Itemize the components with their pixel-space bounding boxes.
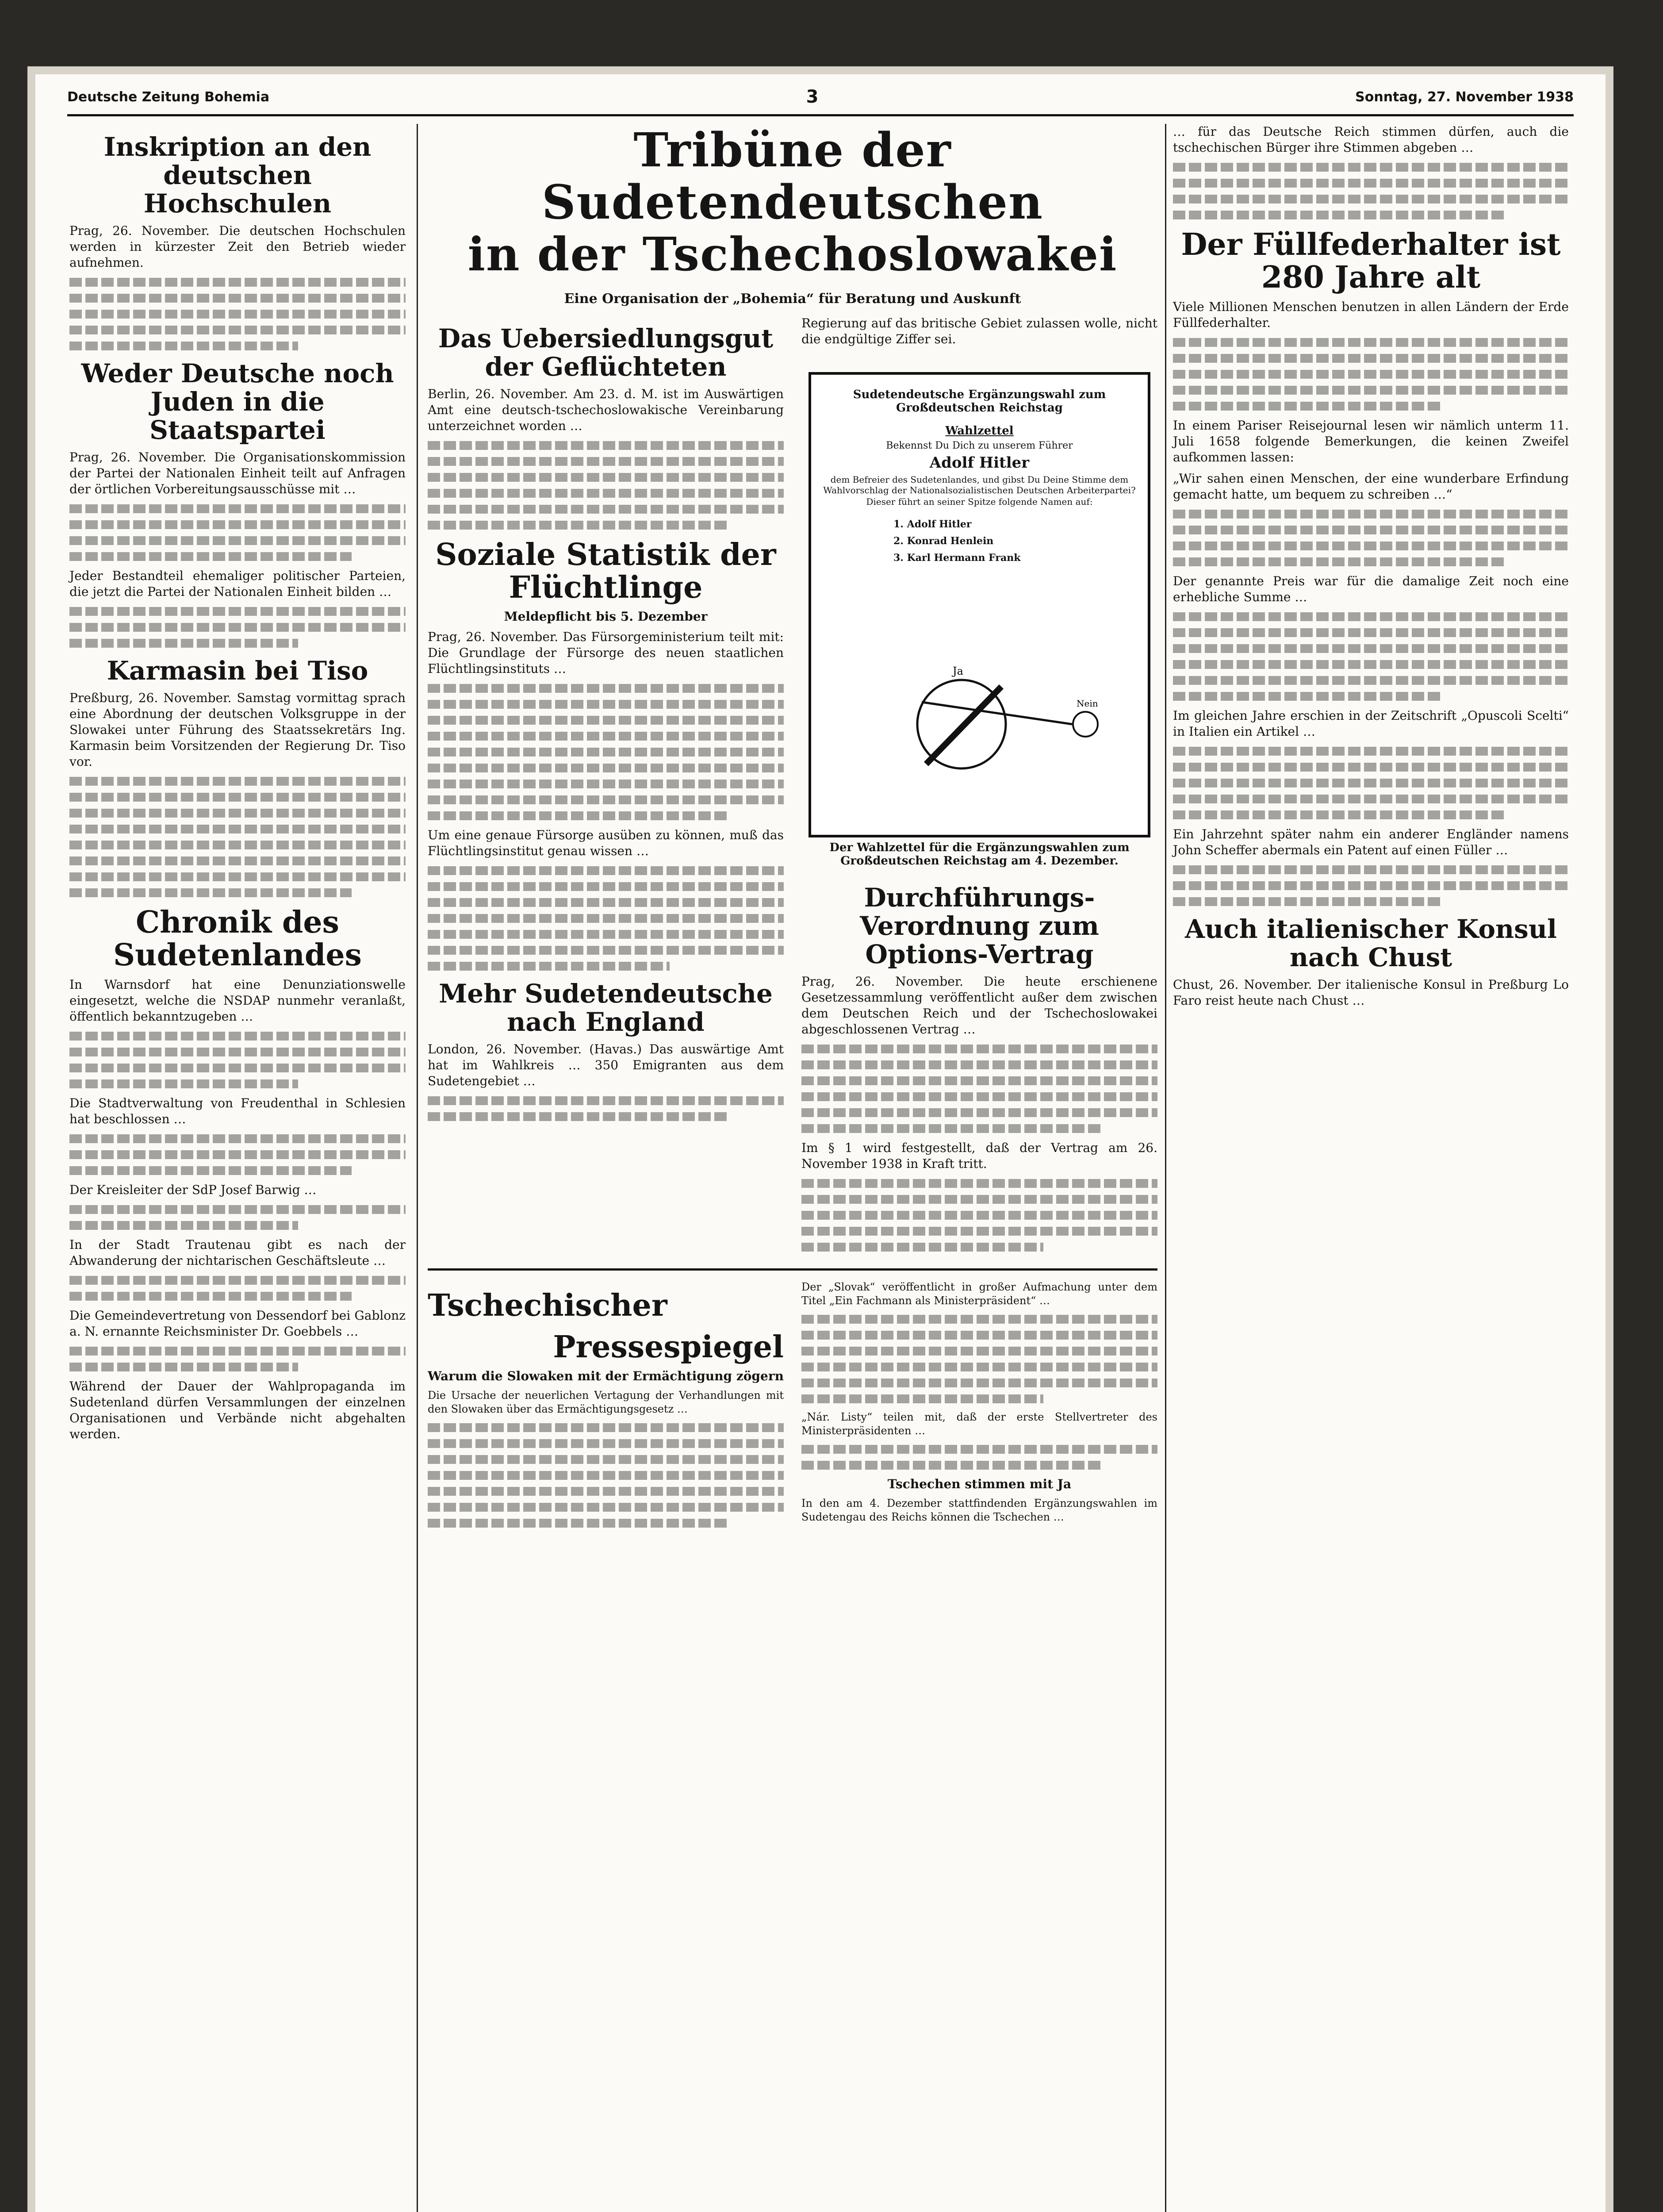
text-line [428,1112,727,1121]
article-text: Der genannte Preis war für die damalige Zeit noch eine erhebliche Summe … [1173,574,1569,604]
text-line [69,326,406,334]
masthead-label: Deutsche Zeitung Bohemia [67,89,270,105]
article-text: In Warnsdorf hat eine Denunziationswelle eingesetzt, welche die NSDAP nunmehr veranlaßt, öffentlich bekanntzugeben … [69,977,406,1024]
text-line [801,1092,1157,1101]
section-rule [428,1268,1157,1271]
text-line [1173,510,1569,518]
text-line [428,866,784,875]
text-line [801,1227,1157,1236]
text-line [1173,386,1569,395]
text-line [1173,179,1569,188]
article-text: Der Kreisleiter der SdP Josef Barwig … [69,1183,317,1197]
page-number: 3 [806,87,819,107]
text-line [428,1096,784,1105]
article-text: Regierung auf das britische Gebiet zulassen wolle, nicht die endgültige Ziffer sei. [801,316,1157,346]
article-subtitle: Warum die Slowaken mit der Ermächtigung zögern [428,1369,784,1383]
headline: Pressespiegel [553,1329,784,1365]
text-line [801,1124,1100,1133]
ballot-candidate: 2. Konrad Henlein [893,535,994,547]
text-line [69,504,406,513]
headline: Karmasin bei Tiso [107,656,368,686]
banner-subtitle: Eine Organisation der „Bohemia“ für Beratung und Auskunft [564,291,1021,307]
text-line [1173,881,1569,890]
text-line [69,1205,406,1214]
text-line [428,441,784,450]
article-text: Preßburg, 26. November. Samstag vormittag sprach eine Abordnung der deutschen Volksgruppe in der Slowakei unter Führung des Staatssekretärs Ing. Karmasin beim Vorsitzenden der Regierung Dr. Tiso vor. [69,691,406,769]
ballot-heading: Sudetendeutsche Ergänzungswahl zum Großdeutschen Reichstag [853,388,1106,415]
ballot-cross-line [922,702,1072,724]
middle-columns [428,315,1157,1259]
text-line [428,946,784,955]
text-line [1173,338,1569,347]
text-line [428,1423,784,1432]
article-text: Der „Slovak“ veröffentlicht in großer Aufmachung unter dem Titel „Ein Fachmann als Ministerpräsident“ … [801,1281,1157,1307]
text-line [69,520,406,529]
text-line [801,1060,1157,1069]
middle-column-a [428,315,784,1259]
text-line [69,872,406,881]
text-line [1173,402,1442,411]
text-line [801,1315,1157,1324]
headline: Der Füllfederhalter ist 280 Jahre alt [1181,227,1561,295]
text-line [801,1394,1043,1403]
text-line [69,1276,406,1285]
ballot-yes-no-circles [900,665,1130,782]
article-text: Prag, 26. November. Die heute erschienene Gesetzessammlung veröffentlicht außer dem zwischen dem Deutschen Reich und der Tschechoslowakei abgeschlossenen Vertrag … [801,974,1157,1037]
text-line [69,1150,406,1159]
text-line [1173,779,1569,787]
ballot-question: Bekennst Du Dich zu unserem Führer [886,440,1073,451]
ballot-cross-mark [926,687,1001,764]
text-line [428,930,784,939]
text-line [1173,370,1569,379]
ballot-list-intro: Dieser führt an seiner Spitze folgende Namen auf: [866,496,1093,507]
text-line [1173,628,1569,637]
text-line [69,310,406,319]
article-text: … für das Deutsche Reich stimmen dürfen, auch die tschechischen Bürger ihre Stimmen abgeben … [1173,124,1569,155]
text-line [428,898,784,907]
ballot-candidate: 1. Adolf Hitler [893,518,972,530]
article-text: Im § 1 wird festgestellt, daß der Vertrag am 26. November 1938 in Kraft tritt. [801,1141,1157,1171]
article-subtitle: Meldepflicht bis 5. Dezember [504,609,708,624]
article-text: In den am 4. Dezember stattfindenden Ergänzungswahlen im Sudetengau des Reichs können die Tschechen … [801,1497,1157,1523]
text-line [69,825,406,833]
article-text: In der Stadt Trautenau gibt es nach der Abwanderung der nichtarischen Geschäftsleute … [69,1237,406,1268]
text-line [801,1045,1157,1053]
text-line [69,1064,406,1072]
article-text: Prag, 26. November. Das Fürsorgeministerium teilt mit: Die Grundlage der Fürsorge des neuen staatlichen Flüchtlingsinstituts … [428,630,784,676]
text-line [69,809,406,818]
text-line [801,1076,1157,1085]
text-line [69,1292,352,1301]
article-text: Prag, 26. November. Die deutschen Hochschulen werden in kürzester Zeit den Betrieb wieder aufnehmen. [69,223,406,270]
text-line [428,882,784,891]
article-text: „Wir sahen einen Menschen, der eine wunderbare Erfindung gemacht hatte, um bequem zu schreiben …“ [1173,471,1569,502]
article-text: Chust, 26. November. Der italienische Konsul in Preßburg Lo Faro reist heute nach Chust … [1173,977,1569,1008]
text-line [801,1461,1100,1470]
text-line [69,552,352,561]
text-line [69,639,298,648]
text-line [428,811,727,820]
text-line [428,748,784,757]
ballot-question-cont: dem Befreier des Sudetenlandes, und gibst Du Deine Stimme dem Wahlvorschlag der Nationalsozialistischen Deutschen Arbeiterpartei? [823,474,1136,495]
text-line [428,1487,784,1496]
text-line [801,1211,1157,1220]
text-line [428,780,784,788]
text-line [69,777,406,786]
text-line [801,1179,1157,1188]
text-line [69,1134,406,1143]
article-text: London, 26. November. (Havas.) Das auswärtige Amt hat im Wahlkreis … 350 Emigranten aus dem Sudetengebiet … [428,1042,784,1088]
article-text: Ein Jahrzehnt später nahm ein anderer Engländer namens John Scheffer abermals ein Patent auf einen Füller … [1173,827,1569,857]
text-line [428,1471,784,1480]
text-line [69,342,298,350]
text-line [1173,810,1506,819]
text-line [428,1503,784,1512]
headline: Weder Deutsche noch Juden in die Staatspartei [81,358,394,445]
article-text: „Nár. Listy“ teilen mit, daß der erste Stellvertreter des Ministerpräsidenten … [801,1411,1157,1437]
column-divider [417,124,418,2212]
text-line [428,962,670,971]
text-line [428,716,784,725]
text-line [428,914,784,923]
column-divider [1165,124,1166,2212]
text-line [1173,865,1569,874]
article-text: Die Ursache der neuerlichen Vertagung der Verhandlungen mit den Slowaken über das Ermächtigungsgesetz … [428,1389,784,1415]
presse-column-a [428,1280,784,1535]
header-rule [67,114,1574,116]
text-line [69,1048,406,1056]
text-line [69,1032,406,1041]
text-line [801,1363,1157,1371]
right-column [1173,124,1569,2212]
text-line [1173,763,1569,772]
text-line [1173,660,1569,669]
text-line [69,294,406,303]
text-line [801,1331,1157,1340]
ballot-figure [801,365,1157,875]
text-line [801,1445,1157,1454]
banner-headline-line-1: Tribüne der Sudetendeutschen [541,122,1044,230]
headline: Mehr Sudetendeutsche nach England [439,979,773,1037]
headline: Soziale Statistik der Flüchtlinge [435,537,776,605]
text-line [428,489,784,498]
ballot-no-circle [1073,712,1098,737]
text-line [69,793,406,802]
text-line [1173,612,1569,621]
ballot-yes-label: Ja [953,665,963,677]
text-line [69,536,406,545]
ballot-name-list [893,516,1136,566]
article-text: Viele Millionen Menschen benutzen in allen Ländern der Erde Füllfederhalter. [1173,300,1569,330]
text-line [69,1363,298,1371]
text-line [428,700,784,709]
headline: Das Uebersiedlungsgut der Geflüchteten [438,323,774,382]
text-line [428,764,784,772]
text-line [69,1079,298,1088]
ballot-candidate: 3. Karl Hermann Frank [893,552,1021,564]
issue-date: Sonntag, 27. November 1938 [1355,89,1574,105]
text-line [428,505,784,514]
text-line [1173,163,1569,172]
text-line [428,1519,727,1528]
article-text: Im gleichen Jahre erschien in der Zeitschrift „Opuscoli Scelti“ in Italien ein Artikel … [1173,708,1569,739]
presse-column-b [801,1280,1157,1535]
text-line [1173,676,1569,685]
text-line [428,521,727,530]
article-text: Jeder Bestandteil ehemaliger politischer Parteien, die jetzt die Partei der Nationalen Einheit bilden … [69,568,406,599]
headline: Chronik des Sudetenlandes [113,905,362,973]
text-line [1173,795,1569,803]
text-line [801,1379,1157,1387]
text-line [428,1439,784,1448]
text-line [69,856,406,865]
text-line [1173,541,1569,550]
ballot-caption: Der Wahlzettel für die Ergänzungswahlen zum Großdeutschen Reichstag am 4. Dezember. [829,841,1130,868]
ballot-paper [809,372,1150,837]
article-text: Die Stadtverwaltung von Freudenthal in Schlesien hat beschlossen … [69,1096,406,1126]
text-line [428,473,784,482]
text-line [1173,195,1569,204]
ballot-no-label: Nein [1077,698,1098,709]
text-line [801,1108,1157,1117]
headline: Inskription an den deutschen Hochschulen [103,132,372,219]
ballot-name: Adolf Hitler [929,454,1030,472]
text-line [69,888,352,897]
running-header [67,84,1574,110]
text-line [801,1243,1043,1252]
text-line [1173,692,1442,701]
text-line [69,841,406,849]
text-line [1173,747,1569,756]
middle-section [428,124,1157,2212]
headline: Auch italienischer Konsul nach Chust [1184,914,1557,972]
text-line [1173,644,1569,653]
middle-column-b [801,315,1157,1259]
left-column [69,124,406,2212]
article-subtitle: Tschechen stimmen mit Ja [887,1477,1072,1491]
article-text: In einem Pariser Reisejournal lesen wir nämlich unterm 11. Juli 1658 folgende Bemerkungen, die keinen Zweifel aufkommen lassen: [1173,418,1569,465]
text-line [428,732,784,741]
text-line [428,684,784,693]
text-line [801,1347,1157,1356]
text-line [1173,354,1569,363]
text-line [1173,211,1506,219]
article-text: Um eine genaue Fürsorge ausüben zu können, muß das Flüchtlingsinstitut genau wissen … [428,828,784,858]
text-line [1173,897,1442,906]
newspaper-page [27,66,1613,2212]
text-line [69,1347,406,1356]
article-text: Berlin, 26. November. Am 23. d. M. ist im Auswärtigen Amt eine deutsch-tschechoslowakische Vereinbarung unterzeichnet worden … [428,387,784,433]
text-line [1173,526,1569,534]
ballot-label: Wahlzettel [945,424,1014,438]
headline: Durchführungs-Verordnung zum Options-Vertrag [860,883,1099,969]
text-line [69,623,406,632]
text-line [428,1455,784,1464]
banner-headline-line-2: in der Tschechoslowakei [467,227,1118,281]
presse-section [428,1280,1157,1535]
text-line [428,457,784,466]
text-line [428,795,784,804]
text-line [69,607,406,616]
article-text: Während der Dauer der Wahlpropaganda im Sudetenland dürfen Versammlungen der einzelnen Organisationen und Verbände nicht abgehalten werden. [69,1379,406,1441]
article-text: Prag, 26. November. Die Organisationskommission der Partei der Nationalen Einheit teilt auf Anfragen der örtlichen Vorbereitungsausschüsse mit … [69,450,406,496]
text-line [801,1195,1157,1204]
article-text: Die Gemeindevertretung von Dessendorf bei Gablonz a. N. ernannte Reichsminister Dr. Goebbels … [69,1308,406,1339]
text-line [69,1166,352,1175]
text-line [69,1221,298,1230]
headline: Tschechischer [428,1288,667,1323]
text-line [69,278,406,287]
text-line [1173,557,1506,566]
